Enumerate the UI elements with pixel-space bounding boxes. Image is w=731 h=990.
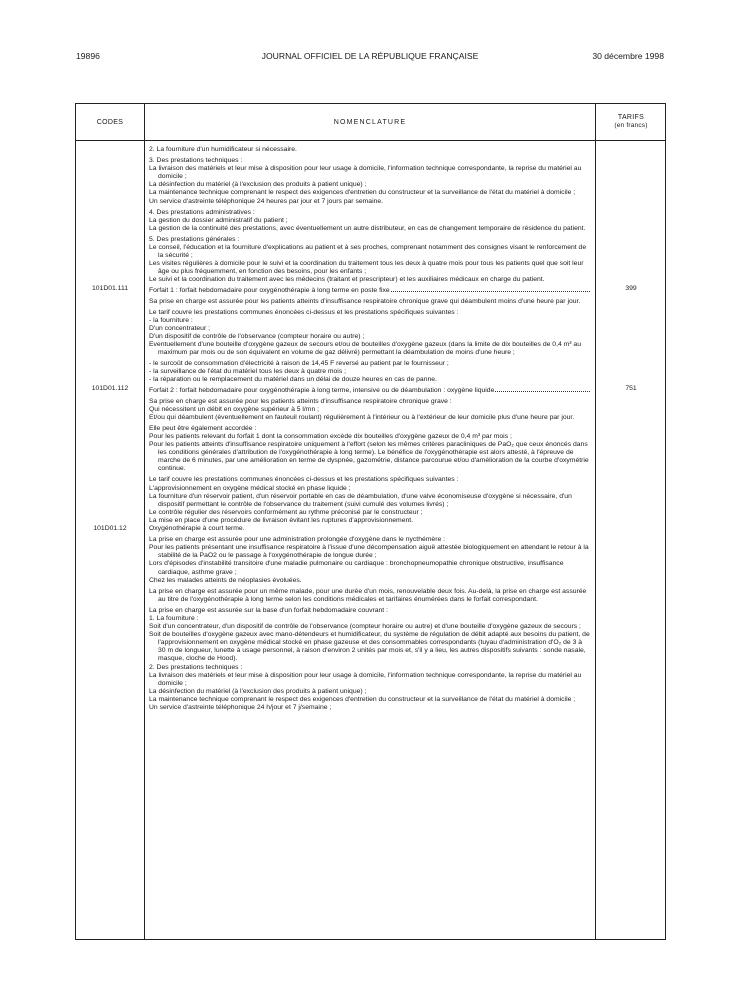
entry-title bbox=[149, 285, 590, 295]
publication-date: 30 décembre 1998 bbox=[592, 51, 664, 61]
paragraph: La prise en charge est assurée sur la base d'un forfait hebdomadaire couvrant : bbox=[149, 606, 388, 614]
code-cell: 101D01.112 bbox=[91, 384, 129, 392]
paragraph: Le tarif couvre les prestations communes énoncées ci-dessus et les prestations spécifiques suivantes : bbox=[149, 476, 459, 484]
paragraph: 4. Des prestations administratives : bbox=[149, 208, 255, 216]
paragraph: 2. La fourniture d'un humidificateur si nécessaire. bbox=[149, 146, 297, 153]
paragraph: Pour les patients atteints d'insuffisance respiratoire uniquement à l'effort (selon les mêmes critères paracliniques de PaO₂ que ceux énoncés dans les conditions générales d'attribution de l'oxygénothérapie à long terme). Le bénéfice de l'oxygénothérapie est alors attesté, à l'épreuve de marche de 6 minutes, par une amélioration en terme de dyspnée, gazométrie, distance parcourue et/ou d'amélioration de la courbe d'oxymétrie continue. bbox=[149, 441, 589, 473]
entry-title-text: Forfait 1 : forfait hebdomadaire pour oxygénothérapie à long terme en poste fixe bbox=[149, 286, 390, 294]
paragraph: Le conseil, l'éducation et la fourniture d'explications au patient et à ses proches, comprenant notamment des consignes visant le renforcement de la sécurité ; bbox=[149, 244, 587, 260]
code-cell: 101D01.12 bbox=[93, 525, 127, 533]
paragraph: La désinfection du matériel (à l'exclusion des produits à patient unique) ; bbox=[149, 181, 367, 189]
dot-leader bbox=[391, 285, 590, 292]
tarif-cell: 751 bbox=[625, 384, 637, 392]
paragraph: La gestion du dossier administratif du patient ; bbox=[149, 216, 288, 224]
paragraph: Sa prise en charge est assurée pour les patients atteints d'insuffisance respiratoire chronique grave qui déambulent moins d'une heure par jour. bbox=[149, 297, 581, 305]
paragraph: La prise en charge est assurée pour une administration prolongée d'oxygène dans le nycthémère : bbox=[149, 536, 446, 544]
paragraph: La gestion de la continuité des prestations, avec éventuellement un autre distributeur, en cas de changement temporaire de résidence du patient. bbox=[149, 224, 586, 232]
paragraph: Chez les malades atteints de néoplasies évoluées. bbox=[149, 576, 302, 584]
paragraph: 1. La fourniture : bbox=[149, 614, 199, 622]
paragraph: Un service d'astreinte téléphonique 24 heures par jour et 7 jours par semaine. bbox=[149, 197, 384, 205]
paragraph: 2. Des prestations techniques : bbox=[149, 663, 243, 671]
paragraph: Elle peut être également accordée : bbox=[149, 424, 257, 432]
paragraph: L'approvisionnement en oxygène médical stocké en phase liquide ; bbox=[149, 484, 351, 492]
entry-title-text: Forfait 2 : forfait hebdomadaire pour oxygénothérapie à long terme, intensive ou de déambulation : oxygène liquide bbox=[149, 386, 495, 394]
paragraph: 5. Des prestations générales : bbox=[149, 235, 240, 243]
column-header-codes: CODES bbox=[96, 118, 124, 126]
paragraph: Qui nécessitent un débit en oxygène supérieur à 5 l/mn ; bbox=[149, 405, 320, 413]
entries bbox=[76, 285, 665, 713]
journal-title: JOURNAL OFFICIEL DE LA RÉPUBLIQUE FRANÇAISE bbox=[261, 51, 479, 61]
column-header-nomenclature: NOMENCLATURE bbox=[333, 118, 407, 126]
paragraph: La prise en charge est assurée pour un même malade, pour une durée d'un mois, renouvelable deux fois. Au-delà, la prise en charge est assurée au titre de l'oxygénothérapie à long terme selon les conditions médicales et tarifaires énumérées dans le forfait correspondant. bbox=[149, 587, 587, 603]
paragraph: Le tarif couvre les prestations communes énoncées ci-dessus et les prestations spécifiques suivantes : bbox=[149, 308, 459, 316]
paragraph: D'un concentrateur ; bbox=[149, 324, 210, 332]
page-header bbox=[76, 51, 664, 65]
paragraph: Et/ou qui déambulent (éventuellement en fauteuil roulant) régulièrement à l'intérieur ou à l'extérieur de leur domicile plus d'une heure par jour. bbox=[149, 413, 575, 421]
paragraph: Les visites régulières à domicile pour le suivi et la coordination du traitement tous les deux à quatre mois pour tous les patients quel que soit leur âge ou plus fréquemment, en fonction des besoins, pour les enfants ; bbox=[149, 260, 584, 276]
paragraph: Soit de bouteilles d'oxygène gazeux avec mano-détendeurs et humidificateur, du système de régulation de débit adapté aux besoins du patient, de l'approvisionnement en oxygène médical stocké en phase gazeuse et des consommables correspondants (tuyau d'administration d'O₂ de 3 à 30 m de longueur, lunette à usage personnel, à raison d'environ 2 unités par mois et, s'il y a lieu, les autres dispositifs suivants : sonde nasale, masque, cloche de Hood). bbox=[149, 631, 590, 663]
nomenclature-cell bbox=[149, 285, 590, 385]
paragraph: Pour les patients présentant une insuffisance respiratoire à l'issue d'une décompensation aiguë attestée biologiquement en attendant le retour à la stabilité de la PaO2 ou le passage à l'oxygénothérapie de longue durée ; bbox=[149, 544, 589, 560]
paragraph: Soit d'un concentrateur, d'un dispositif de contrôle de l'observance (compteur horaire ou autre) et d'une bouteille d'oxygène gazeux de secours ; bbox=[149, 623, 581, 631]
paragraph: 3. Des prestations techniques : bbox=[149, 157, 243, 165]
paragraph: - la fourniture : bbox=[149, 316, 193, 324]
paragraph: La fourniture d'un réservoir patient, d'un réservoir portable en cas de déambulation, d'une valve économiseuse d'oxygène si nécessaire, d'un dispositif permettant le contrôle de l'observance du traitement (suivi cumulé des volumes livrés) ; bbox=[149, 492, 572, 508]
nomenclature-cell bbox=[149, 525, 590, 712]
paragraph: La mise en place d'une procédure de livraison évitant les ruptures d'approvisionnement. bbox=[149, 516, 414, 524]
paragraph: - le surcoût de consommation d'électricité à raison de 14,45 F reversé au patient par le fournisseur ; bbox=[149, 360, 449, 368]
entry-title-text: Oxygénothérapie à court terme. bbox=[149, 525, 245, 533]
table-row bbox=[76, 525, 665, 712]
paragraph: Lors d'épisodes d'instabilité transitoire d'une maladie pulmonaire ou cardiaque : bronchopneumopathie chronique obstructive, insuffisance cardiaque, asthme grave ; bbox=[149, 560, 564, 576]
paragraph: Eventuellement d'une bouteille d'oxygène gazeux de secours et/ou de bouteilles d'oxygène gazeux (dans la limite de dix bouteilles de 0,4 m³ au maximum par mois ou de son équivalent en volume de gaz délivré) permettant la déambulation de moins d'une heure ; bbox=[149, 341, 581, 357]
entry-title bbox=[149, 385, 590, 395]
paragraph: Pour les patients relevant du forfait 1 dont la consommation excède dix bouteilles d'oxygène gazeux de 0,4 m³ par mois ; bbox=[149, 433, 512, 440]
tarifs-label: TARIFS bbox=[617, 114, 645, 121]
paragraph: D'un dispositif de contrôle de l'observance (compteur horaire ou autre) ; bbox=[149, 332, 365, 340]
table-row bbox=[76, 285, 665, 385]
column-header-tarifs bbox=[596, 104, 666, 140]
page-number: 19896 bbox=[76, 51, 100, 61]
paragraph: La livraison des matériels et leur mise à disposition pour leur usage à domicile, l'information technique correspondante, la reprise du matériel au domicile ; bbox=[149, 671, 582, 687]
paragraph: Un service d'astreinte téléphonique 24 h/jour et 7 j/semaine ; bbox=[149, 704, 332, 711]
paragraph: Sa prise en charge est assurée pour les patients atteints d'insuffisance respiratoire chronique grave : bbox=[149, 397, 452, 405]
paragraph: La maintenance technique comprenant le respect des exigences d'entretien du constructeur et la surveillance de l'état du matériel à domicile ; bbox=[149, 189, 576, 197]
paragraph: - la surveillance de l'état du matériel tous les deux à quatre mois ; bbox=[149, 368, 346, 376]
code-cell: 101D01.111 bbox=[91, 284, 129, 292]
nomenclature-cell bbox=[149, 385, 590, 526]
tarif-cell: 399 bbox=[625, 284, 637, 292]
nomenclature-table bbox=[75, 103, 666, 940]
intro-content bbox=[149, 146, 590, 285]
paragraph: La maintenance technique comprenant le respect des exigences d'entretien du constructeur et la surveillance de l'état du matériel à domicile ; bbox=[149, 695, 576, 703]
paragraph: Le contrôle régulier des réservoirs conformément au rythme préconisé par le constructeur ; bbox=[149, 508, 423, 516]
paragraph: La désinfection du matériel (à l'exclusion des produits à patient unique) ; bbox=[149, 687, 367, 695]
tarifs-unit: (en francs) bbox=[614, 122, 648, 129]
entry-title bbox=[149, 525, 590, 533]
table-row bbox=[76, 385, 665, 526]
paragraph: - la réparation ou le remplacement du matériel dans un délai de douze heures en cas de panne. bbox=[149, 376, 437, 384]
paragraph: Le suivi et la coordination du traitement avec les médecins (traitant et prescripteur) et les auxiliaires médicaux en charge du patient. bbox=[149, 276, 545, 284]
table-body bbox=[76, 146, 665, 712]
intro-row bbox=[76, 146, 665, 285]
dot-leader bbox=[495, 385, 590, 392]
header-divider bbox=[76, 140, 665, 141]
paragraph: La livraison des matériels et leur mise à disposition pour leur usage à domicile, l'information technique correspondante, la reprise du matériel au domicile ; bbox=[149, 165, 582, 181]
